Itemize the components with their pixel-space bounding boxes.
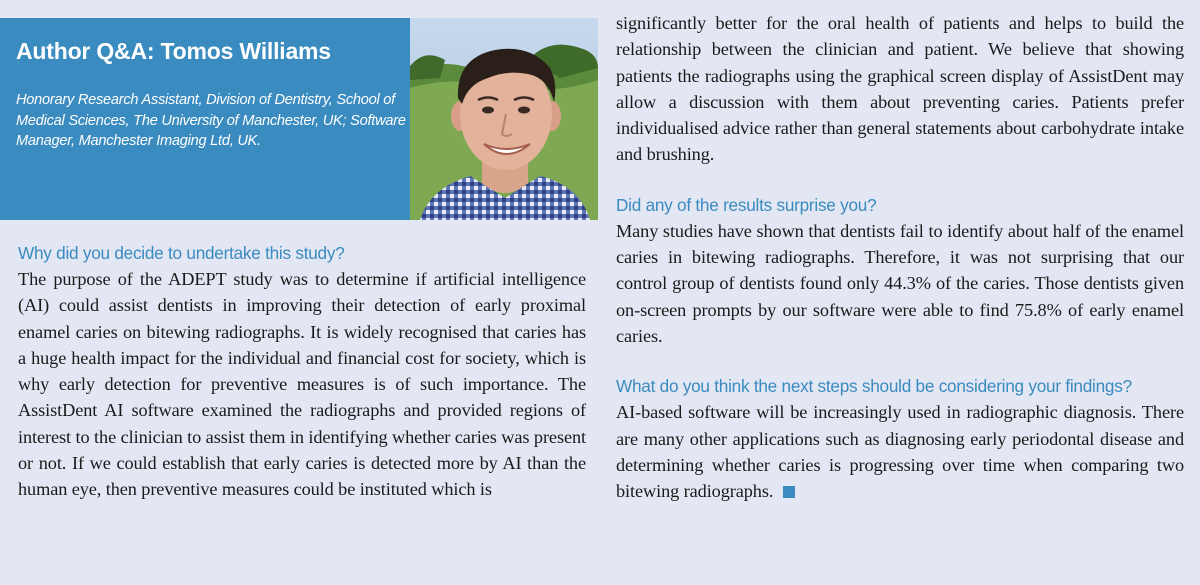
answer-continuation: significantly better for the oral health of patients and helps to build the relationship between the clinician and patient. We believe that showing patients the radiographs using the graphical screen display of AssistDent may allow a discussion with them about preventing caries. Patients prefer individualised advice rather than general statements about carbohydrate intake and brushing.: [616, 13, 1184, 165]
author-header: [0, 18, 598, 220]
author-photo: [410, 18, 598, 220]
right-column: [616, 10, 1184, 504]
end-of-article-mark: [783, 486, 795, 498]
author-portrait-image: [410, 18, 598, 220]
question-heading: What do you think the next steps should be considering your findings?: [616, 376, 1132, 397]
answer-text: AI-based software will be increasingly used in radiographic diagnosis. There are many other applications such as diagnosing early periodontal disease and determining whether caries is progressing over time when comparing two bitewing radiographs.: [616, 402, 1184, 502]
answer-paragraph: Many studies have shown that dentists fail to identify about half of the enamel caries in bitewing radiographs. Therefore, it was not surprising that our control group of dentists found only 44.3% of the caries. Those dentists given on-screen prompts by our software were able to find 75.8% of early enamel caries.: [616, 220, 1184, 346]
answer-paragraph-final: [616, 399, 1184, 504]
left-column: [18, 240, 586, 503]
author-title: Author Q&A: Tomos Williams: [16, 38, 331, 64]
author-header-text: [16, 36, 406, 152]
question-heading: Did any of the results surprise you?: [616, 194, 877, 215]
question-heading: Why did you decide to undertake this study?: [18, 243, 345, 263]
author-affiliation: Honorary Research Assistant, Division of Dentistry, School of Medical Sciences, The University of Manchester, UK; Software Manager, Manchester Imaging Ltd, UK.: [16, 92, 406, 149]
answer-paragraph: The purpose of the ADEPT study was to determine if artificial intelligence (AI) could assist dentists in improving their detection of early proximal enamel caries on bitewing radiographs. It is widely recognised that caries has a huge health impact for the individual and financial cost for society, which is why early detection for preventive measures is of such importance. The AssistDent AI software examined the radiographs and provided regions of interest to the clinician to assist them in identifying whether caries was present or not. If we could establish that early caries is detected more by AI than the human eye, then preventive measures could be instituted which is: [18, 269, 586, 500]
